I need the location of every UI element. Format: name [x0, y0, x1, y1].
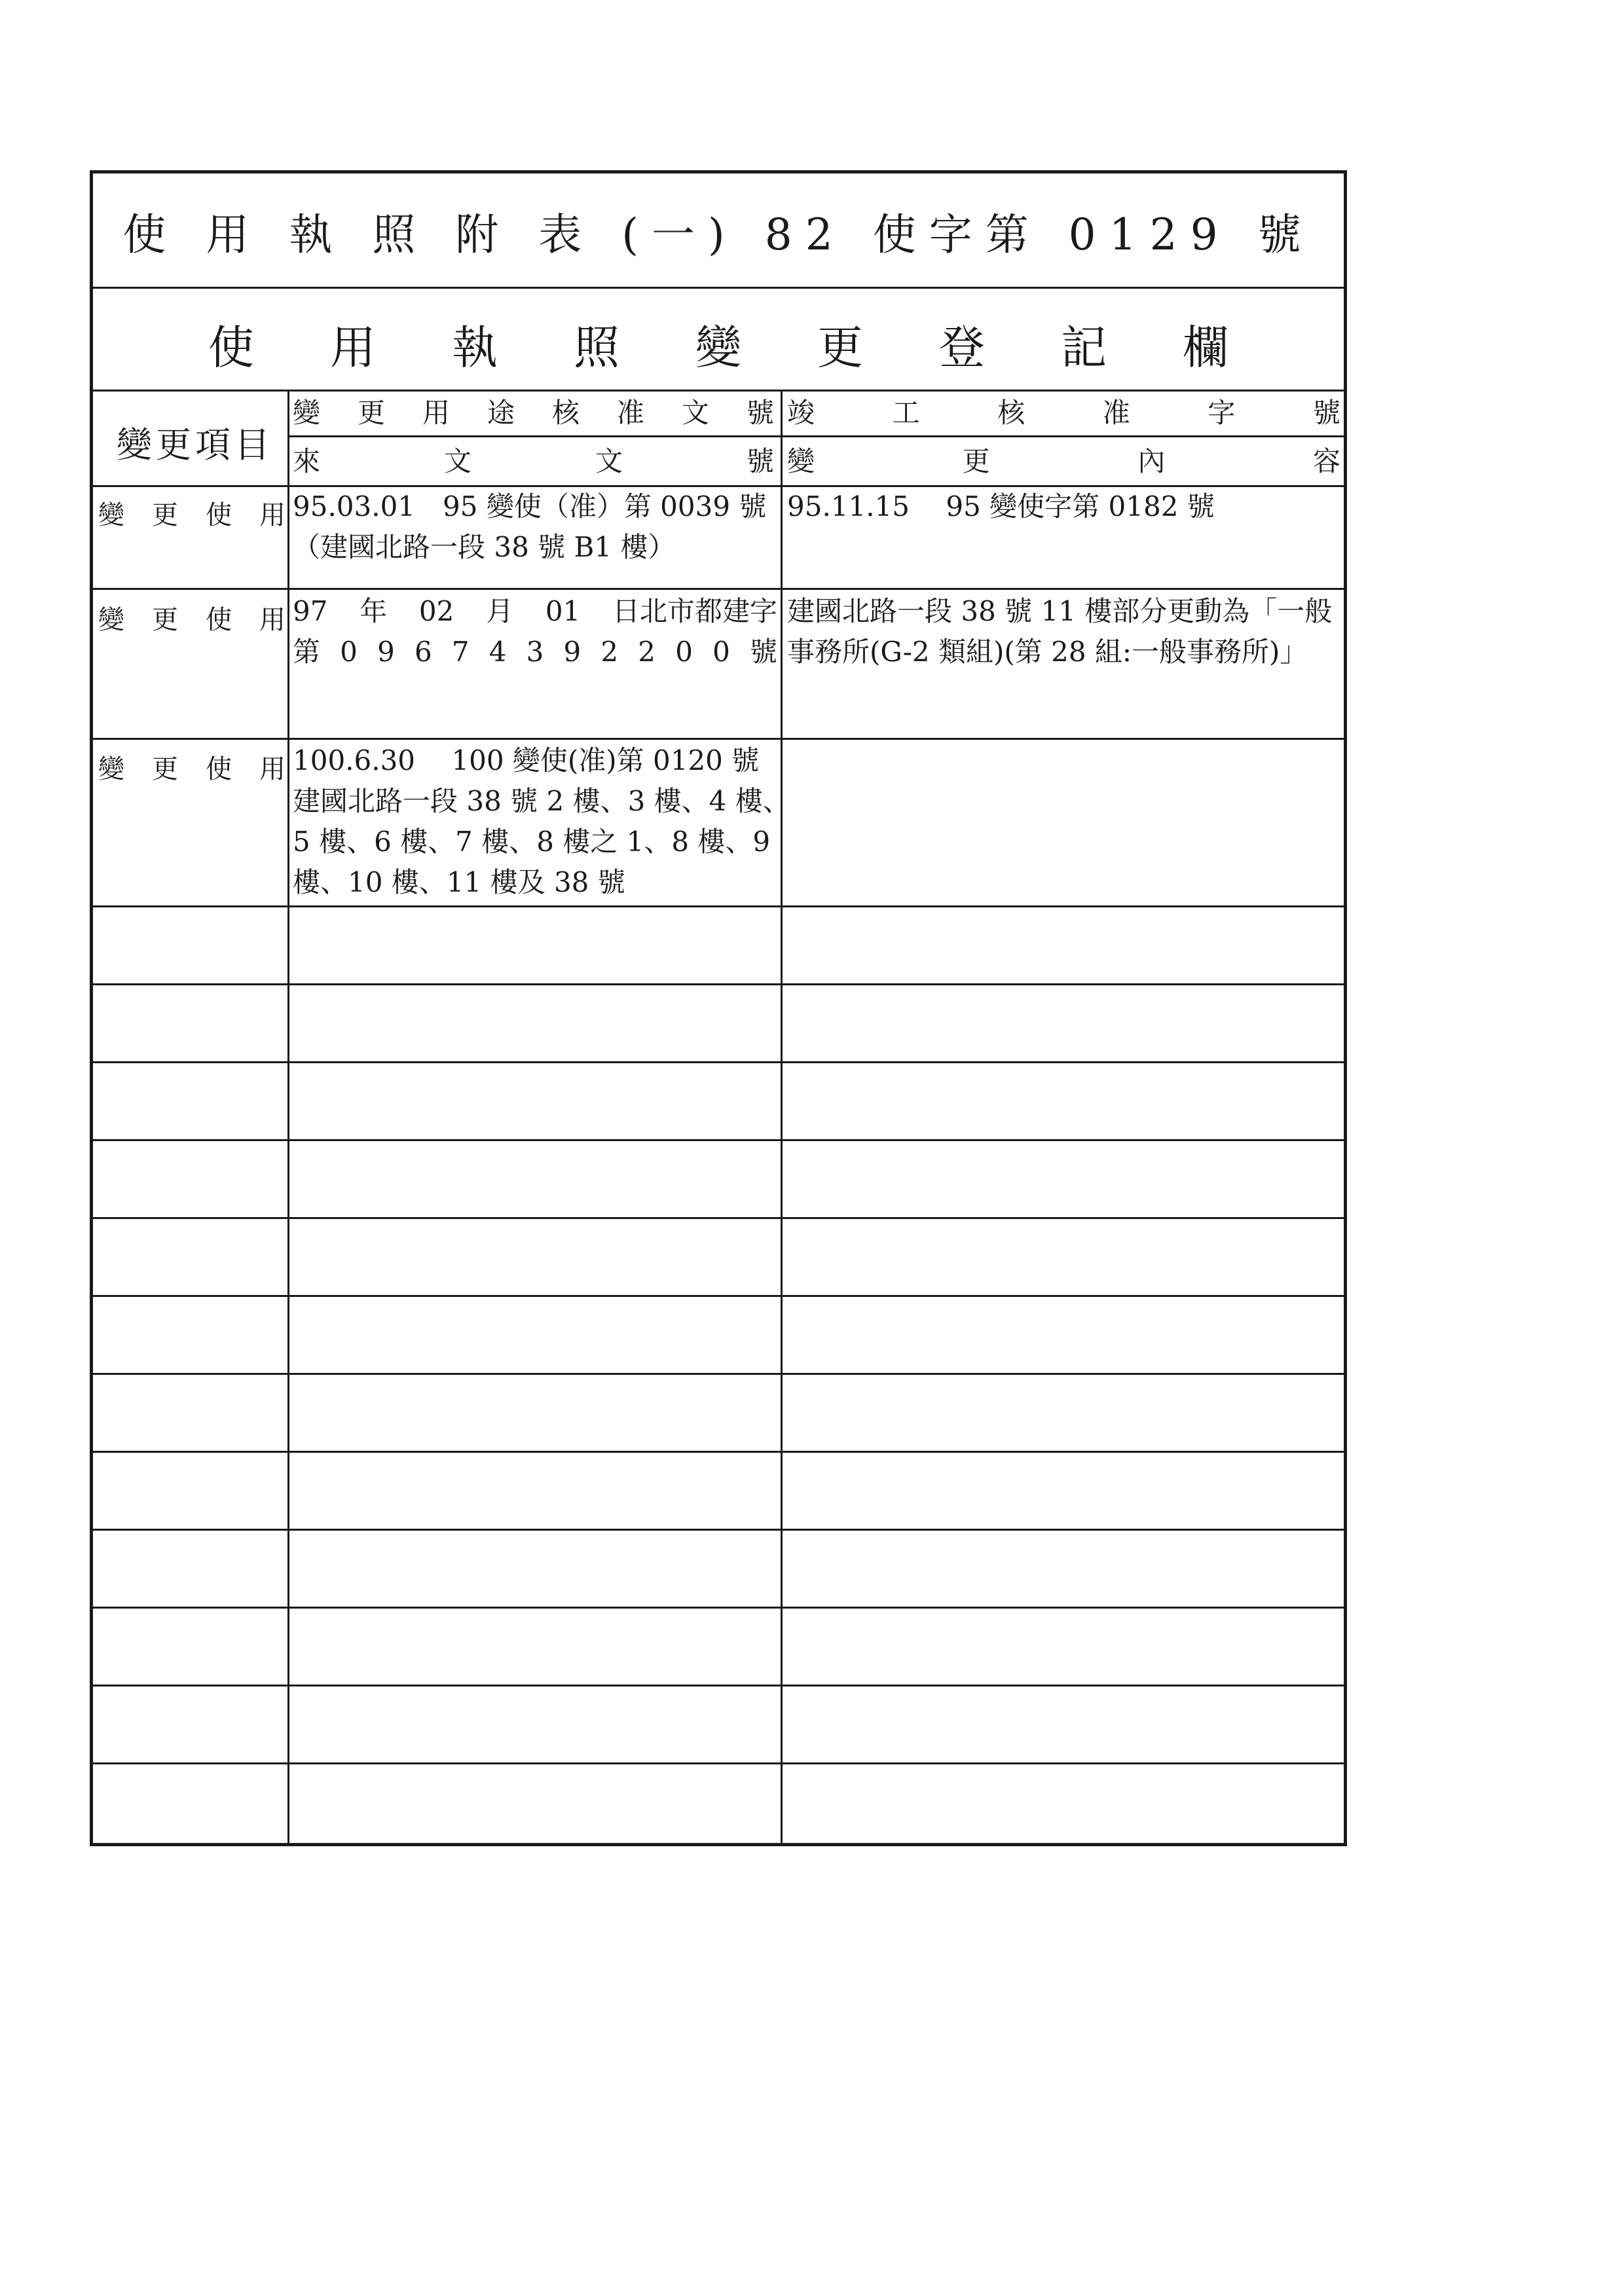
text-token: 97	[293, 595, 328, 627]
subtitle-char: 記	[1061, 321, 1107, 374]
form-title: 使 用 執 照 附 表 (一) 82 使字第 0129 號	[122, 210, 1314, 260]
item-char: 變	[98, 754, 124, 784]
subtitle-char: 登	[939, 321, 985, 374]
header-char: 變	[787, 445, 815, 477]
text-line: 95.03.01 95 變使（准）第 0039 號	[293, 490, 767, 522]
divider	[93, 1607, 1344, 1609]
text-line: 樓、10 樓、11 樓及 38 號	[293, 866, 625, 898]
header-char: 核	[997, 397, 1025, 429]
text-line: 建國北路一段 38 號 2 樓、3 樓、4 樓、	[293, 785, 790, 817]
header-char: 准	[1102, 397, 1130, 429]
divider	[287, 435, 1346, 437]
text-token: 02	[418, 595, 454, 627]
divider	[93, 287, 1344, 289]
header-completion-no	[787, 396, 1340, 430]
header-char: 文	[595, 445, 623, 477]
header-char: 竣	[787, 397, 815, 429]
header-char: 更	[962, 445, 990, 477]
row-item-label	[98, 599, 286, 636]
header-char: 准	[616, 397, 644, 429]
text-line: 100.6.30 100 變使(准)第 0120 號	[293, 744, 760, 776]
text-token: 7	[451, 636, 470, 668]
row-approval-text	[293, 486, 766, 568]
item-char: 使	[206, 500, 232, 530]
header-char: 文	[681, 397, 709, 429]
header-char: 容	[1312, 445, 1340, 477]
item-char: 更	[152, 605, 178, 635]
text-line: 事務所(G-2 類組)(第 28 組:一般事務所)」	[787, 636, 1308, 668]
text-line: （建國北路一段 38 號 B1 樓）	[293, 531, 676, 563]
divider	[93, 1217, 1344, 1219]
divider	[781, 390, 783, 1846]
header-char: 用	[422, 397, 450, 429]
text-token: 9	[563, 636, 581, 668]
header-change-content	[787, 445, 1340, 479]
subtitle-char: 更	[817, 321, 863, 374]
text-token: 0	[675, 636, 693, 668]
text-line	[293, 591, 777, 632]
subtitle-char: 欄	[1183, 321, 1228, 374]
text-token: 2	[600, 636, 619, 668]
text-token: 0	[712, 636, 730, 668]
text-token: 號	[749, 636, 777, 668]
row-approval-text	[293, 591, 777, 672]
item-char: 使	[206, 605, 232, 635]
header-char: 號	[746, 397, 774, 429]
header-approval-doc	[293, 396, 774, 430]
subtitle-char: 用	[330, 321, 376, 374]
row-content-text	[787, 591, 1332, 672]
item-char: 用	[259, 754, 286, 784]
header-incoming-doc	[293, 445, 774, 479]
text-token: 年	[360, 595, 388, 627]
subtitle-char: 變	[695, 321, 741, 374]
text-token: 2	[638, 636, 656, 668]
text-token: 6	[414, 636, 432, 668]
item-char: 使	[206, 754, 232, 784]
text-token: 3	[526, 636, 544, 668]
divider	[93, 1685, 1344, 1686]
subtitle-char: 使	[208, 321, 254, 374]
header-char: 字	[1208, 397, 1236, 429]
header-char: 工	[892, 397, 920, 429]
divider	[93, 1373, 1344, 1375]
item-char: 變	[98, 605, 124, 635]
item-char: 更	[152, 500, 178, 530]
header-char: 號	[746, 445, 774, 477]
text-line: 建國北路一段 38 號 11 樓部分更動為「一般	[787, 595, 1333, 627]
registration-form	[90, 170, 1347, 1846]
header-char: 內	[1137, 445, 1166, 477]
header-char: 文	[443, 445, 471, 477]
header-char: 變	[293, 397, 321, 429]
header-char: 途	[487, 397, 515, 429]
row-content-text	[787, 486, 1215, 527]
item-char: 用	[259, 500, 286, 530]
row-item-label	[98, 748, 286, 786]
divider	[93, 738, 1344, 740]
text-token: 9	[377, 636, 395, 668]
text-token: 4	[489, 636, 507, 668]
divider	[93, 905, 1344, 907]
form-subtitle	[93, 311, 1344, 377]
item-char: 更	[152, 754, 178, 784]
text-line: 5 樓、6 樓、7 樓、8 樓之 1、8 樓、9	[293, 826, 771, 858]
row-item-label	[98, 494, 286, 532]
text-token: 0	[340, 636, 358, 668]
header-char: 核	[551, 397, 580, 429]
header-char: 號	[1312, 397, 1340, 429]
text-line	[293, 632, 777, 672]
divider	[93, 1762, 1344, 1764]
item-char: 變	[98, 500, 124, 530]
divider	[93, 588, 1344, 590]
subtitle-char: 執	[452, 321, 498, 374]
header-char: 更	[357, 397, 385, 429]
divider	[93, 390, 1344, 392]
text-token: 日北市都建字	[612, 595, 777, 627]
text-token: 01	[545, 595, 581, 627]
text-token: 第	[293, 636, 321, 668]
divider	[93, 983, 1344, 985]
header-change-item: 變更項目	[117, 424, 274, 465]
divider	[93, 1061, 1344, 1063]
item-char: 用	[259, 605, 286, 635]
divider	[93, 1295, 1344, 1297]
divider	[93, 1451, 1344, 1453]
divider	[93, 1139, 1344, 1141]
subtitle-char: 照	[574, 321, 619, 374]
row-approval-text	[293, 740, 790, 903]
text-token: 月	[486, 595, 514, 627]
header-char: 來	[293, 445, 321, 477]
text-line: 95.11.15 95 變使字第 0182 號	[787, 490, 1215, 522]
divider	[93, 1529, 1344, 1531]
divider	[287, 390, 289, 1846]
